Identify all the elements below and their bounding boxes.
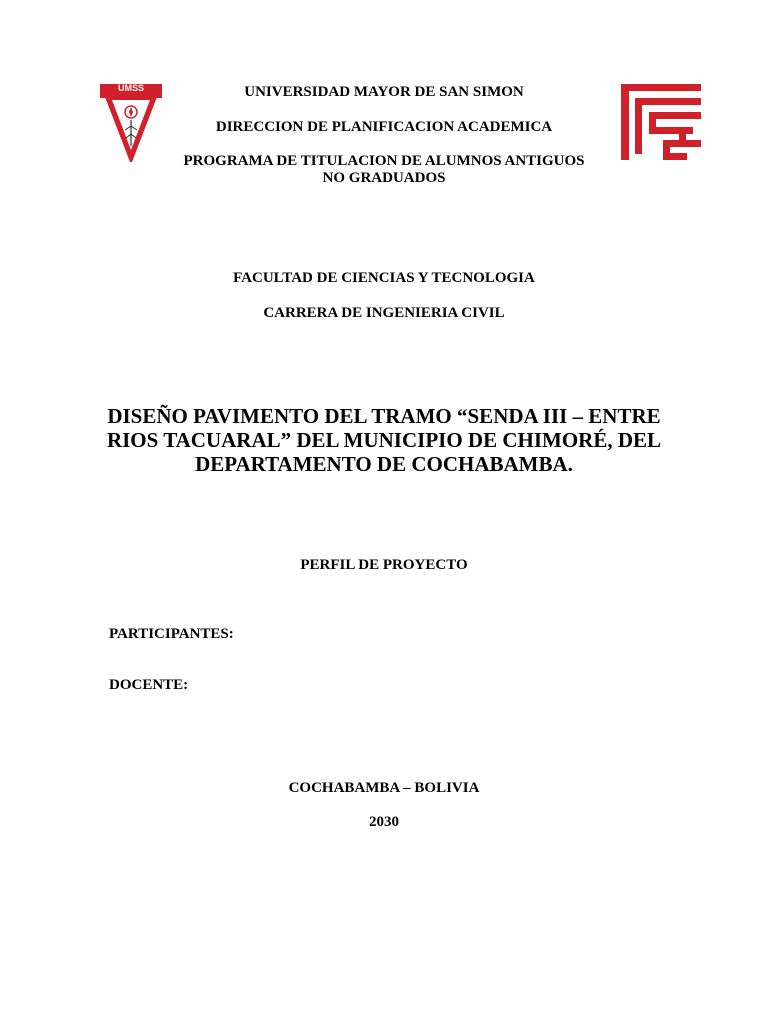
- program-line-2: NO GRADUADOS: [322, 170, 446, 186]
- project-title-line-1: DISEÑO PAVIMENTO DEL TRAMO “SENDA III – ENTRE: [107, 404, 661, 428]
- umss-logo-text: UMSS: [117, 83, 144, 93]
- planning-direction: DIRECCION DE PLANIFICACION ACADEMICA: [215, 119, 553, 135]
- teacher-label: DOCENTE:: [109, 677, 189, 693]
- project-title-line-3: DEPARTAMENTO DE COCHABAMBA.: [195, 452, 573, 476]
- university-name: UNIVERSIDAD MAYOR DE SAN SIMON: [244, 84, 524, 100]
- program-line-1: PROGRAMA DE TITULACION DE ALUMNOS ANTIGUOS: [183, 153, 585, 169]
- place-name: COCHABAMBA – BOLIVIA: [288, 780, 480, 796]
- document-type: PERFIL DE PROYECTO: [300, 557, 468, 573]
- project-title-line-2: RIOS TACUARAL” DEL MUNICIPIO DE CHIMORÉ, DEL: [106, 428, 662, 452]
- participants-label: PARTICIPANTES:: [109, 626, 234, 642]
- career-name: CARRERA DE INGENIERIA CIVIL: [263, 305, 505, 321]
- year: 2030: [369, 814, 399, 830]
- faculty-name: FACULTAD DE CIENCIAS Y TECNOLOGIA: [233, 270, 535, 286]
